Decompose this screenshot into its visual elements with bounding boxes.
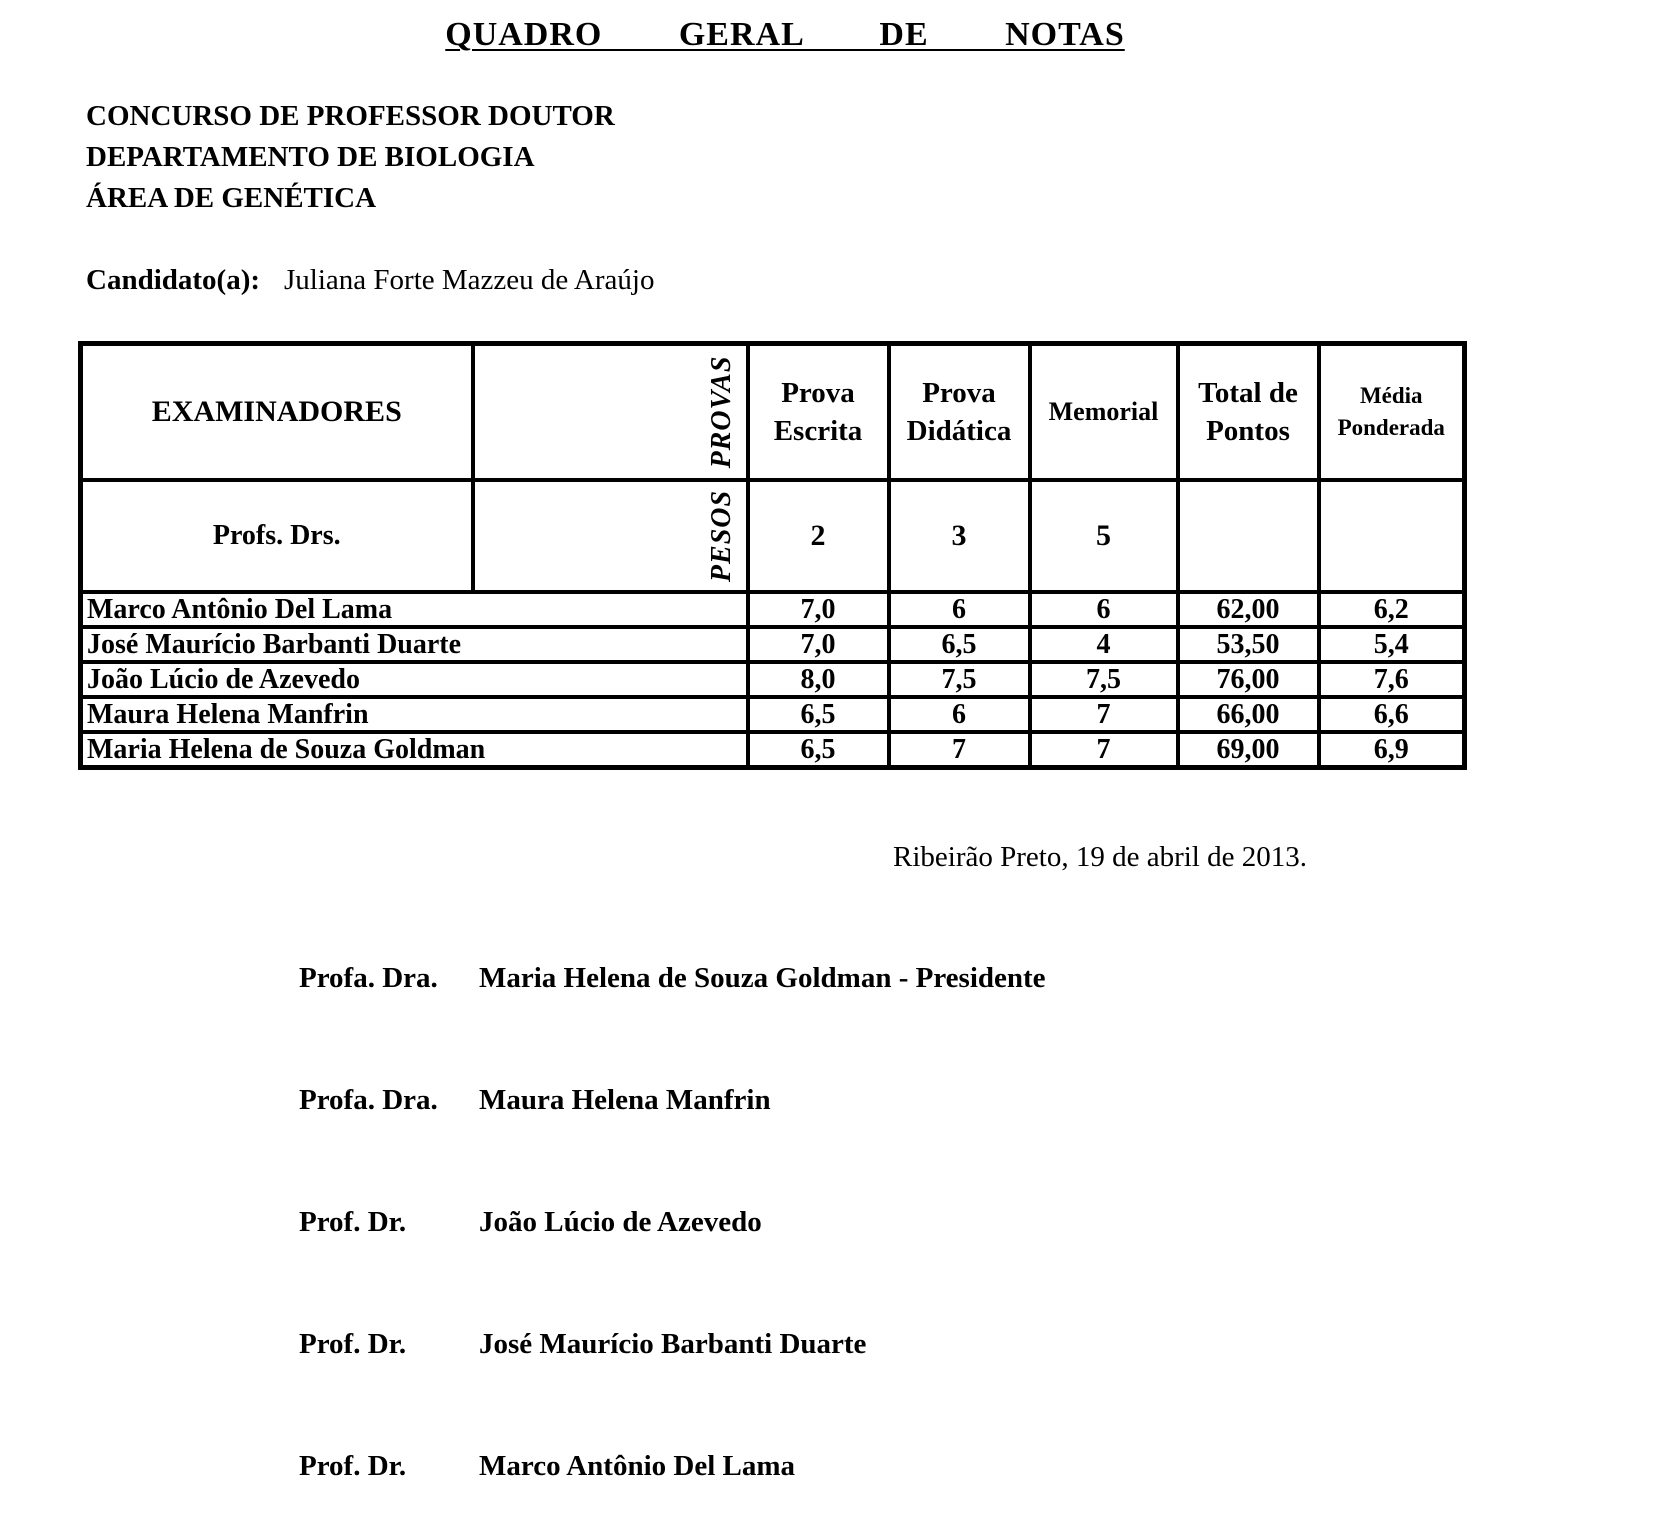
signature-line (299, 1450, 795, 1483)
signature-title: Profa. Dra. (299, 962, 438, 994)
weight-didatica-cell (889, 480, 1030, 592)
examinadores-label: EXAMINADORES (151, 395, 402, 428)
date-line: Ribeirão Preto, 19 de abril de 2013. (893, 841, 1307, 873)
col-prova-escrita-line1: Prova (781, 377, 855, 409)
col-total-line2: Pontos (1206, 415, 1290, 447)
document-title-text: QUADRO GERAL DE NOTAS (445, 16, 1125, 53)
table-row (81, 627, 1465, 662)
table-row (81, 697, 1465, 732)
examiner-name: João Lúcio de Azevedo (81, 662, 748, 697)
weight-escrita-cell (748, 480, 889, 592)
signature-title: Profa. Dra. (299, 1084, 438, 1116)
score-memorial: 6 (1030, 592, 1178, 627)
weight-memorial: 5 (1096, 519, 1111, 552)
score-escrita: 6,5 (748, 732, 889, 768)
signature-title: Prof. Dr. (299, 1206, 407, 1238)
col-total-line1: Total de (1198, 377, 1298, 409)
score-total: 53,50 (1178, 627, 1319, 662)
score-total: 66,00 (1178, 697, 1319, 732)
signature-title: Prof. Dr. (299, 1450, 407, 1482)
score-total: 76,00 (1178, 662, 1319, 697)
table-row (81, 732, 1465, 768)
col-total-pontos (1178, 344, 1319, 481)
profs-header (81, 480, 473, 592)
contest-line: CONCURSO DE PROFESSOR DOUTOR (86, 100, 615, 132)
table-weights-row (81, 480, 1465, 592)
score-media: 6,6 (1319, 697, 1465, 732)
signature-name: Maura Helena Manfrin (479, 1084, 771, 1116)
table-row (81, 592, 1465, 627)
col-media-ponderada (1319, 344, 1465, 481)
signature-line (299, 1328, 866, 1361)
score-memorial: 7,5 (1030, 662, 1178, 697)
profs-label: Profs. Drs. (212, 520, 341, 551)
signature-line (299, 1084, 771, 1117)
score-escrita: 7,0 (748, 592, 889, 627)
score-media: 6,9 (1319, 732, 1465, 768)
col-memorial-label: Memorial (1048, 397, 1159, 426)
signature-name: Marco Antônio Del Lama (479, 1450, 796, 1482)
pesos-label: PESOS (705, 489, 737, 583)
signature-line (299, 1206, 762, 1239)
candidate-label: Candidato(a): (86, 264, 261, 296)
score-total: 69,00 (1178, 732, 1319, 768)
score-media: 7,6 (1319, 662, 1465, 697)
score-didatica: 7 (889, 732, 1030, 768)
pesos-header (473, 480, 748, 592)
examiner-name: José Maurício Barbanti Duarte (81, 627, 748, 662)
examinadores-header (81, 344, 473, 481)
score-didatica: 6 (889, 697, 1030, 732)
examiner-name: Maria Helena de Souza Goldman (81, 732, 748, 768)
department-line: DEPARTAMENTO DE BIOLOGIA (86, 141, 535, 173)
signature-name: João Lúcio de Azevedo (479, 1206, 762, 1238)
score-memorial: 7 (1030, 697, 1178, 732)
col-media-line1: Média (1359, 383, 1423, 408)
candidate-name: Juliana Forte Mazzeu de Araújo (284, 264, 655, 296)
signature-name: José Maurício Barbanti Duarte (479, 1328, 867, 1360)
grades-table (78, 341, 1467, 770)
score-memorial: 7 (1030, 732, 1178, 768)
table-row (81, 662, 1465, 697)
provas-header (473, 344, 748, 481)
score-escrita: 6,5 (748, 697, 889, 732)
weight-memorial-cell (1030, 480, 1178, 592)
document-title (0, 16, 1570, 54)
score-escrita: 7,0 (748, 627, 889, 662)
col-prova-escrita (748, 344, 889, 481)
weight-media-cell (1319, 480, 1465, 592)
candidate-line (86, 264, 654, 297)
col-prova-escrita-line2: Escrita (773, 415, 863, 447)
weight-total-cell (1178, 480, 1319, 592)
score-didatica: 6,5 (889, 627, 1030, 662)
score-didatica: 7,5 (889, 662, 1030, 697)
table-header-row (81, 344, 1465, 481)
signature-title: Prof. Dr. (299, 1328, 407, 1360)
examiner-name: Marco Antônio Del Lama (81, 592, 748, 627)
score-didatica: 6 (889, 592, 1030, 627)
score-escrita: 8,0 (748, 662, 889, 697)
signature-name: Maria Helena de Souza Goldman - Presidente (479, 962, 1046, 994)
score-media: 6,2 (1319, 592, 1465, 627)
weight-escrita: 2 (810, 519, 826, 552)
col-prova-didatica-line1: Prova (922, 377, 996, 409)
score-total: 62,00 (1178, 592, 1319, 627)
examiner-name: Maura Helena Manfrin (81, 697, 748, 732)
signature-line (299, 962, 1046, 995)
col-memorial (1030, 344, 1178, 481)
score-memorial: 4 (1030, 627, 1178, 662)
col-media-line2: Ponderada (1337, 415, 1445, 440)
weight-didatica: 3 (951, 519, 967, 552)
provas-label: PROVAS (705, 355, 737, 469)
area-line: ÁREA DE GENÉTICA (86, 182, 377, 214)
col-prova-didatica-line2: Didática (906, 415, 1012, 447)
col-prova-didatica (889, 344, 1030, 481)
score-media: 5,4 (1319, 627, 1465, 662)
